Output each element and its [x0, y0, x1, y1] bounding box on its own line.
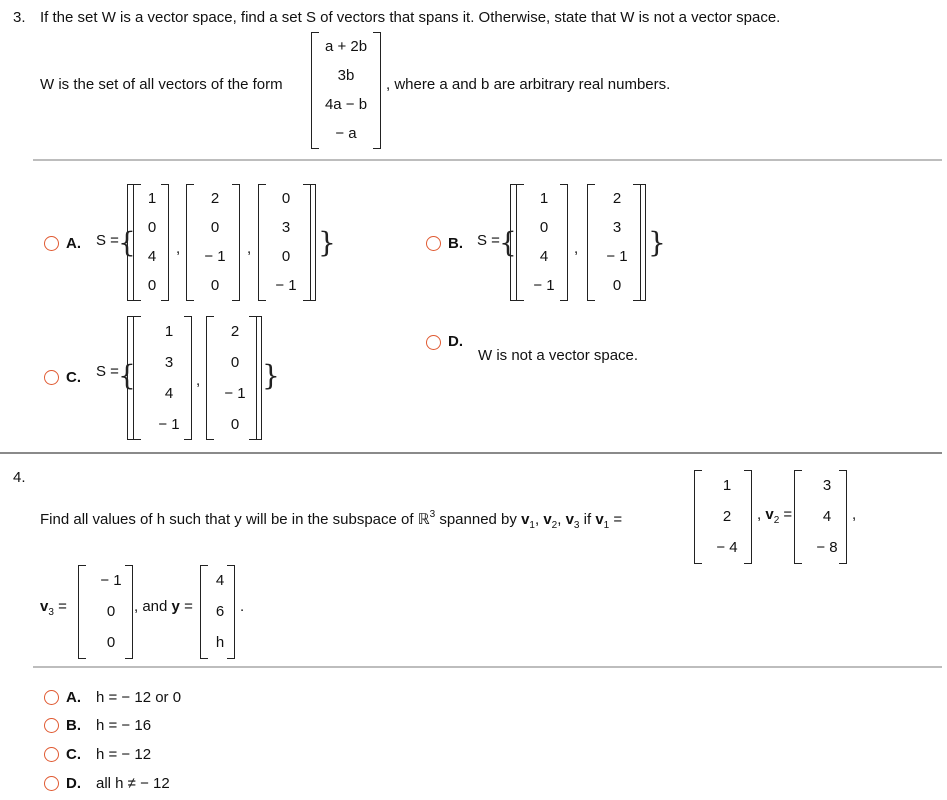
q3-vector-entry: a + 2b	[324, 37, 368, 55]
q4-option-b-text: h = − 16	[96, 717, 152, 734]
q3-option-c-radio[interactable]	[44, 370, 59, 385]
q3-vector-entry: − a	[335, 125, 357, 143]
q4-v2-name: v	[543, 511, 552, 528]
matrix-entry: 0	[147, 277, 157, 295]
q4-v2-sub-eq: 2	[773, 515, 780, 526]
q3-prompt: If the set W is a vector space, find a set S of vectors that spans it. Otherwise, state that W is not a vector space.	[40, 9, 781, 26]
matrix-entry: − 1	[275, 277, 297, 295]
section-divider	[0, 452, 942, 454]
matrix-entry: − 4	[716, 539, 738, 557]
q4-v3-name-eq: v	[40, 598, 49, 615]
matrix-entry: 1	[539, 189, 549, 207]
comma: ,	[247, 240, 252, 257]
q4-v2-sub: 2	[551, 520, 558, 531]
q3-divider	[33, 159, 942, 161]
q4-option-b-letter: B.	[66, 717, 81, 734]
q3-option-a-radio[interactable]	[44, 236, 59, 251]
q3-vector-entries	[318, 32, 374, 149]
q3-option-b-s-label: S =	[477, 232, 500, 249]
q3-vector-entry: 4a − b	[324, 96, 368, 114]
q4-v3-bracket-left	[78, 565, 86, 659]
q3-option-a-letter: A.	[66, 235, 81, 252]
matrix-entry: 2	[230, 322, 240, 340]
q4-v2-bracket-left	[794, 470, 802, 564]
q3-c-v1-bracket-left	[133, 316, 141, 440]
q3-tail-text: , where a and b are arbitrary real numbers.	[386, 76, 671, 93]
left-brace-icon: {	[118, 226, 136, 259]
matrix-entry: 0	[210, 277, 220, 295]
matrix-entry: 3	[612, 218, 622, 236]
q3-a-v1-bracket-right	[161, 184, 169, 301]
matrix-entry: 2	[722, 507, 732, 525]
matrix-entry: 2	[612, 189, 622, 207]
q4-option-b-radio[interactable]	[44, 718, 59, 733]
q4-prompt: Find all values of h such that y will be in the subspace of ℝ	[40, 511, 430, 528]
q4-v2-label	[757, 506, 792, 530]
q4-r3-exponent: 3	[429, 509, 436, 520]
q4-option-c-radio[interactable]	[44, 747, 59, 762]
q4-y-bracket-right	[227, 565, 235, 659]
q4-option-a-text: h = − 12 or 0	[96, 689, 182, 706]
matrix-entry: 4	[539, 248, 549, 266]
q3-option-c-letter: C.	[66, 369, 81, 386]
matrix-entry: 0	[230, 353, 240, 371]
period: .	[240, 598, 245, 615]
comma: ,	[574, 240, 579, 257]
matrix-entry: − 8	[816, 539, 838, 557]
matrix-entry: − 1	[224, 384, 246, 402]
q4-option-a-radio[interactable]	[44, 690, 59, 705]
matrix-entry: 6	[215, 602, 225, 620]
q3-option-d-letter: D.	[448, 333, 463, 350]
equals: =	[184, 598, 193, 615]
q4-v1-sub-eq: 1	[603, 520, 610, 531]
q3-vector-bracket-right	[373, 32, 381, 149]
matrix-entry: 3	[281, 218, 291, 236]
equals: =	[613, 511, 623, 528]
q4-if: if	[583, 511, 592, 528]
q4-v3-label	[40, 598, 67, 622]
q3-option-b-radio[interactable]	[426, 236, 441, 251]
matrix-entry: 0	[539, 218, 549, 236]
matrix-entry: 0	[281, 248, 291, 266]
matrix-entry: 3	[822, 476, 832, 494]
matrix-entry: − 1	[533, 277, 555, 295]
q4-v3-name: v	[565, 511, 574, 528]
q4-v3-sub: 3	[573, 520, 580, 531]
left-brace-icon: {	[118, 359, 136, 392]
comma: ,	[852, 506, 857, 523]
q3-a-bracket-outer-right	[308, 184, 316, 301]
matrix-entry: 4	[215, 571, 225, 589]
q3-option-d-text: W is not a vector space.	[478, 347, 639, 364]
q4-y-name: y	[171, 598, 180, 615]
comma: ,	[557, 511, 562, 528]
matrix-entry: 0	[106, 602, 116, 620]
q3-a-v2-bracket-right	[232, 184, 240, 301]
right-brace-icon: }	[262, 359, 280, 392]
matrix-entry: 1	[147, 189, 157, 207]
q3-c-v1-bracket-right	[184, 316, 192, 440]
right-brace-icon: }	[318, 226, 336, 259]
q3-b-bracket-outer-right	[638, 184, 646, 301]
matrix-entry: − 1	[158, 415, 180, 433]
q3-option-d-radio[interactable]	[426, 335, 441, 350]
matrix-entry: 0	[612, 277, 622, 295]
q4-option-d-radio[interactable]	[44, 776, 59, 791]
equals: =	[58, 598, 67, 615]
comma: ,	[196, 372, 201, 389]
q4-v2-name-eq: v	[765, 506, 774, 523]
comma: ,	[757, 506, 762, 523]
q4-and-y-label	[134, 598, 193, 616]
matrix-entry: 0	[281, 189, 291, 207]
q3-c-bracket-outer-right	[254, 316, 262, 440]
comma: ,	[534, 511, 540, 528]
q4-option-c-text: h = − 12	[96, 746, 152, 763]
right-brace-icon: }	[648, 226, 666, 259]
matrix-entry: 0	[210, 218, 220, 236]
matrix-entry: h	[215, 634, 225, 652]
q4-option-d-text: all h ≠ − 12	[96, 775, 170, 792]
q3-option-b-letter: B.	[448, 235, 463, 252]
q4-v1-bracket-right	[744, 470, 752, 564]
q4-prompt-line	[40, 506, 622, 535]
matrix-entry: 4	[164, 384, 174, 402]
q3-vector-entry: 3b	[337, 66, 355, 84]
equals: =	[783, 506, 793, 523]
matrix-entry: 4	[822, 507, 832, 525]
q4-spanned-by: spanned by	[439, 511, 517, 528]
q3-number: 3.	[13, 9, 26, 26]
q4-option-d-letter: D.	[66, 775, 81, 792]
q4-v1-bracket-left	[694, 470, 702, 564]
matrix-entry: 1	[164, 322, 174, 340]
matrix-entry: 4	[147, 248, 157, 266]
q4-divider	[33, 666, 942, 668]
q3-lead-text: W is the set of all vectors of the form	[40, 76, 283, 93]
matrix-entry: 0	[230, 415, 240, 433]
matrix-entry: − 1	[606, 248, 628, 266]
q3-b-v1-bracket-right	[560, 184, 568, 301]
q4-v1-name-eq: v	[595, 511, 604, 528]
matrix-entry: 3	[164, 353, 174, 371]
comma: ,	[176, 240, 181, 257]
q3-option-a-s-label: S =	[96, 232, 119, 249]
q4-v1-name: v	[521, 511, 530, 528]
left-brace-icon: {	[499, 226, 517, 259]
matrix-entry: 0	[147, 218, 157, 236]
q4-v1-sub: 1	[529, 520, 535, 531]
matrix-entry: 2	[210, 189, 220, 207]
matrix-entry: − 1	[204, 248, 226, 266]
matrix-entry: − 1	[100, 571, 122, 589]
q3-option-c-s-label: S =	[96, 363, 119, 380]
q4-number: 4.	[13, 469, 26, 486]
matrix-entry: 0	[106, 634, 116, 652]
q4-v2-bracket-right	[839, 470, 847, 564]
q4-v3-bracket-right	[125, 565, 133, 659]
q4-option-a-letter: A.	[66, 689, 81, 706]
matrix-entry: 1	[722, 476, 732, 494]
q4-v3-sub-eq: 3	[48, 607, 54, 618]
q4-and: , and	[134, 598, 168, 615]
q4-option-c-letter: C.	[66, 746, 81, 763]
